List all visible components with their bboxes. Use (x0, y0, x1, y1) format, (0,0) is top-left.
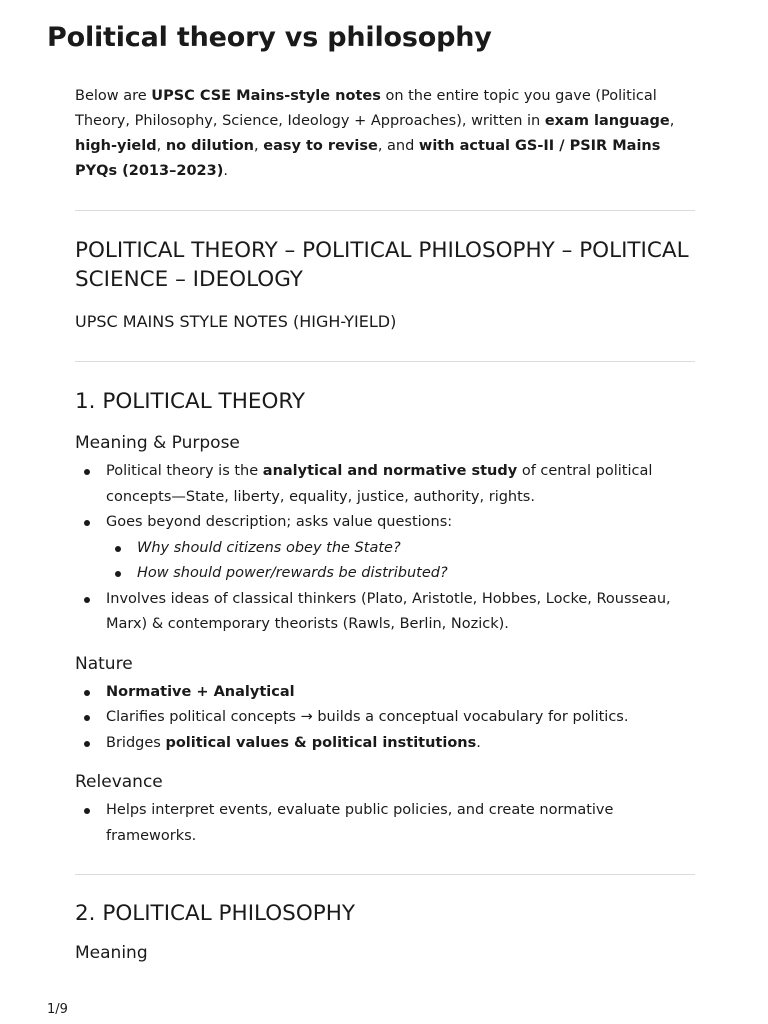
subsection-heading-relevance: Relevance (75, 772, 163, 792)
intro-bold-text: exam language (544, 113, 670, 129)
sub-heading: UPSC MAINS STYLE NOTES (HIGH-YIELD) (75, 312, 397, 331)
nature-list (75, 680, 695, 757)
nested-list-item: Why should citizens obey the State? (106, 536, 695, 562)
list-item-text: of central political concepts—State, liberty, equality, justice, authority, rights. (106, 463, 653, 505)
intro-bold-text: easy to revise (263, 138, 378, 154)
meaning-purpose-list (75, 459, 695, 638)
intro-text: , and (377, 138, 419, 154)
list-item (75, 459, 695, 510)
section-heading-political-philosophy: 2. POLITICAL PHILOSOPHY (75, 901, 356, 926)
section-heading-political-theory: 1. POLITICAL THEORY (75, 389, 306, 414)
section-divider (75, 874, 695, 875)
nested-list-item: How should power/rewards be distributed? (106, 561, 695, 587)
intro-bold-text: with actual GS-II / PSIR Mains PYQs (2013–2023) (75, 138, 661, 179)
intro-bold-text: no dilution (165, 138, 255, 154)
intro-text: Below are (75, 88, 152, 104)
list-item-text: Goes beyond description; asks value questions: (106, 514, 453, 530)
section-divider (75, 361, 695, 362)
page-number: 1/9 (47, 1002, 68, 1017)
list-item: Helps interpret events, evaluate public policies, and create normative frameworks. (75, 798, 695, 849)
section-divider (75, 210, 695, 211)
relevance-list (75, 798, 695, 849)
subsection-heading-meaning: Meaning (75, 943, 148, 963)
list-item (75, 731, 695, 757)
intro-bold-text: UPSC CSE Mains-style notes (151, 88, 381, 104)
nested-list (106, 536, 695, 587)
list-item: Normative + Analytical (75, 680, 695, 706)
intro-text: . (223, 163, 228, 179)
intro-bold-text: high-yield (75, 138, 157, 154)
list-item-text: . (476, 734, 481, 751)
intro-text: , (669, 113, 675, 129)
list-item: Involves ideas of classical thinkers (Plato, Aristotle, Hobbes, Locke, Rousseau, Marx) & contemporary theorists (Rawls, Berlin, Nozick). (75, 587, 695, 638)
list-item-text: Political theory is the (106, 463, 263, 479)
list-item-bold-text: analytical and normative study (262, 463, 518, 479)
list-item-bold-text: political values & political institutions (165, 734, 477, 751)
subsection-heading-meaning-purpose: Meaning & Purpose (75, 433, 240, 453)
subsection-heading-nature: Nature (75, 653, 133, 674)
intro-text: , (254, 138, 264, 154)
intro-paragraph (75, 84, 695, 184)
list-item-text: Bridges (106, 734, 166, 751)
intro-text: , (156, 138, 166, 154)
list-item: Clarifies political concepts → builds a conceptual vocabulary for politics. (75, 705, 695, 731)
page-title: Political theory vs philosophy (47, 22, 492, 53)
list-item (75, 510, 695, 587)
document-body (75, 84, 695, 965)
intro-text: on the entire topic you gave (Political Theory, Philosophy, Science, Ideology + Approaches), written in (75, 88, 657, 129)
main-heading: POLITICAL THEORY – POLITICAL PHILOSOPHY – POLITICAL SCIENCE – IDEOLOGY (75, 238, 689, 292)
